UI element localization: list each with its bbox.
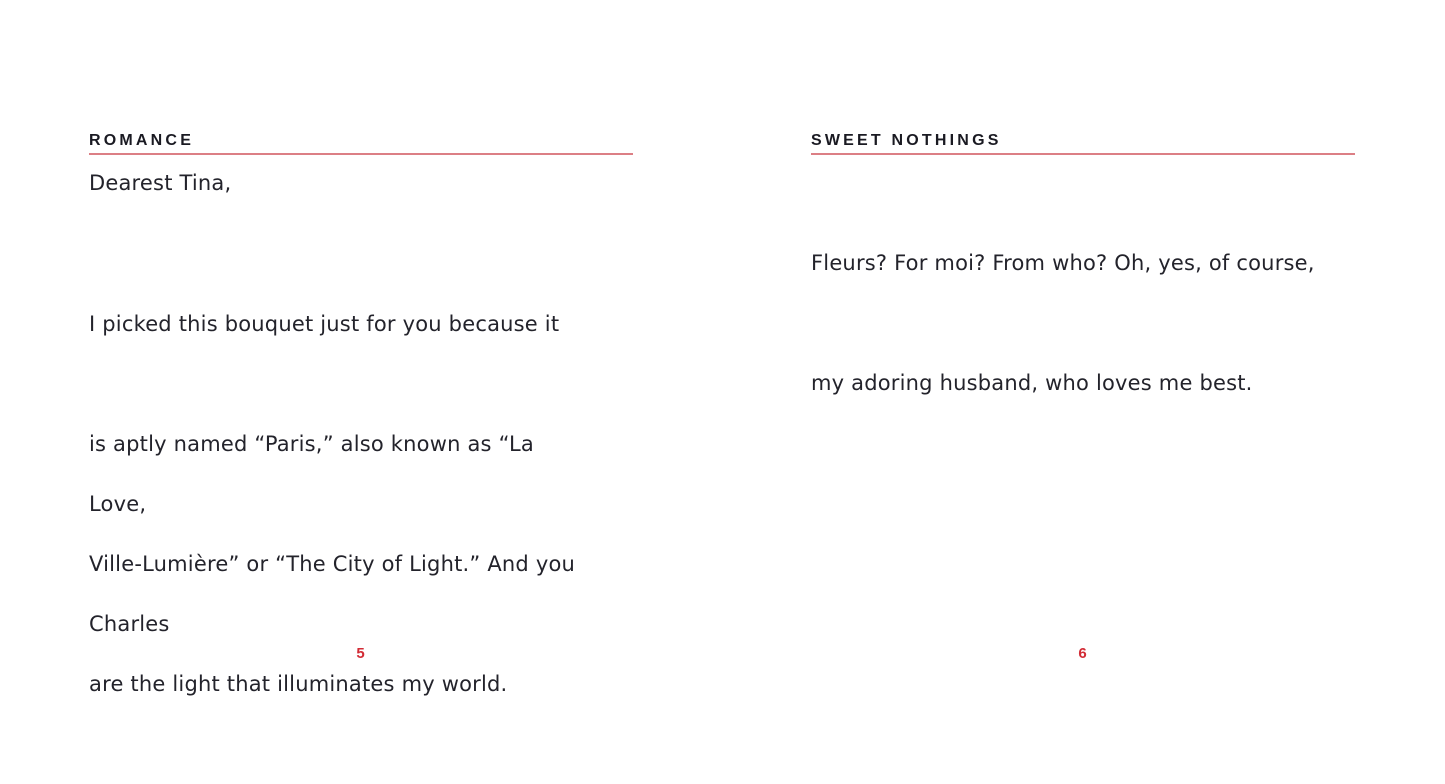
section-header-sweet-nothings: SWEET NOTHINGS bbox=[811, 132, 1355, 155]
note-line: my adoring husband, who loves me best. bbox=[811, 371, 1253, 395]
page-number-right: 6 bbox=[1078, 645, 1088, 662]
page-number-left: 5 bbox=[356, 645, 366, 662]
note-line: I picked this bouquet just for you because it bbox=[89, 312, 560, 336]
closing: Love, bbox=[89, 492, 147, 516]
note-line: Ville-Lumière” or “The City of Light.” And you bbox=[89, 552, 576, 576]
note-line: is aptly named “Paris,” also known as “La bbox=[89, 432, 534, 456]
signature: Charles bbox=[89, 612, 170, 636]
note-line: Fleurs? For moi? From who? Oh, yes, of course, bbox=[811, 251, 1315, 275]
note-line: are the light that illuminates my world. bbox=[89, 672, 508, 696]
handwritten-salutation: Dearest Tina, bbox=[89, 171, 232, 195]
page-right bbox=[811, 0, 1355, 723]
handwritten-note-body bbox=[811, 163, 1355, 483]
section-header-romance: ROMANCE bbox=[89, 132, 633, 155]
page-left bbox=[89, 0, 633, 723]
handwritten-closing-block bbox=[89, 404, 633, 724]
